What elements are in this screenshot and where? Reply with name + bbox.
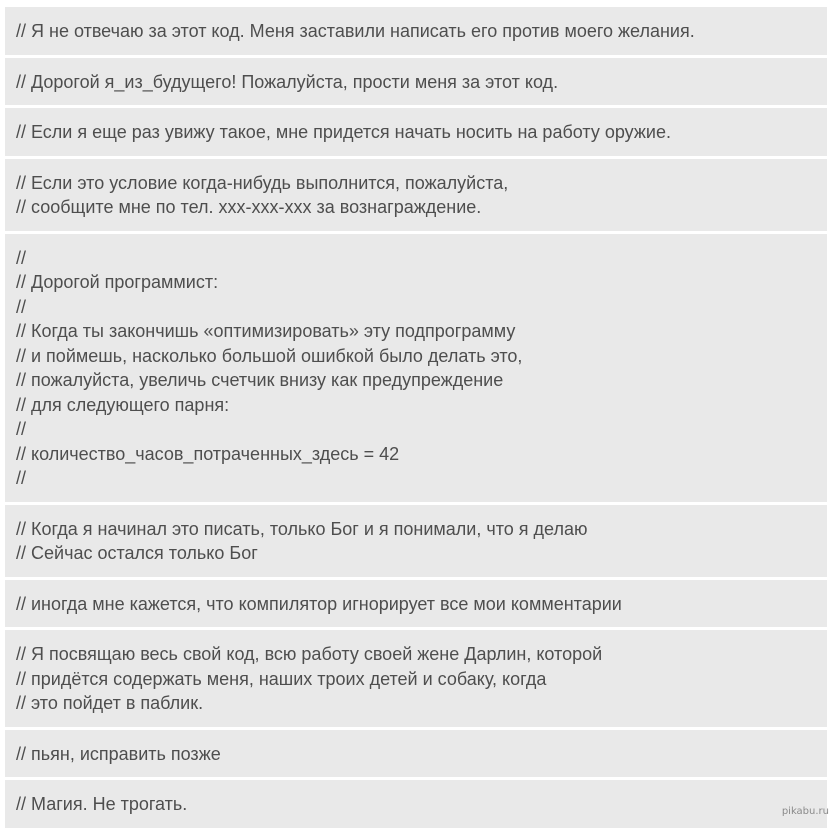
comment-block [5,580,827,628]
comment-line: // [16,419,27,439]
comment-block [5,58,827,106]
comment-block [5,505,827,577]
comment-line: // Дорогой я_из_будущего! Пожалуйста, прости меня за этот код. [16,71,559,92]
comment-line: // придётся содержать меня, наших троих детей и собаку, когда [16,668,547,689]
comment-line: // Дорогой программист: [16,272,219,292]
comment-block [5,780,827,828]
comment-line: // Если я еще раз увижу такое, мне придется начать носить на работу оружие. [16,122,671,142]
comment-line: // Если это условие когда-нибудь выполнится, пожалуйста, [16,172,509,193]
comment-line: // и поймешь, насколько большой ошибкой было делать это, [16,345,523,366]
comment-line: // иногда мне кажется, что компилятор игнорирует все мои комментарии [16,593,622,614]
comment-line: // сообщите мне по тел. xxx-xxx-xxx за вознаграждение. [16,197,482,217]
comment-line: // Когда я начинал это писать, только Бог и я понимали, что я делаю [16,518,588,539]
comment-block [5,159,827,231]
comment-line: // Я посвящаю весь свой код, всю работу своей жене Дарлин, которой [16,644,603,664]
comment-line: // Я не отвечаю за этот код. Меня заставили написать его против моего желания. [16,21,695,41]
comment-block [5,730,827,778]
comment-block [5,108,827,156]
comment-block [5,7,827,55]
comment-line: // [16,468,27,488]
comment-line: // Когда ты закончишь «оптимизировать» эту подпрограмму [16,321,516,341]
comment-line: // [16,296,27,317]
comment-line: // для следующего парня: [16,394,230,415]
comment-line: // Магия. Не трогать. [16,794,188,814]
comment-line: // количество_часов_потраченных_здесь = 42 [16,443,400,464]
comment-line: // это пойдет в паблик. [16,693,204,713]
comment-line: // Сейчас остался только Бог [16,543,258,563]
comment-line: // пожалуйста, увеличь счетчик внизу как предупреждение [16,370,504,390]
watermark: pikabu.ru [781,806,829,817]
comment-line: // [16,247,27,268]
comment-line: // пьян, исправить позже [16,743,221,764]
comment-block [5,630,827,727]
comment-block [5,234,827,502]
comment-list [5,7,827,831]
